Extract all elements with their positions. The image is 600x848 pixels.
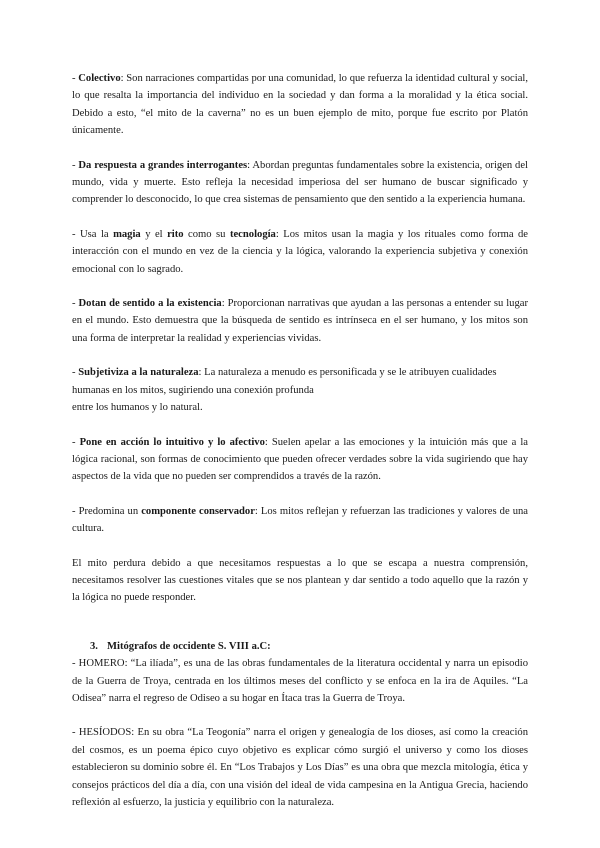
text-run: - bbox=[72, 298, 79, 310]
text-run: - Usa la bbox=[72, 228, 114, 240]
entry-homero bbox=[72, 655, 528, 707]
bold-term: magia bbox=[113, 228, 141, 240]
bold-term: Subjetiviza a la naturaleza bbox=[78, 367, 199, 379]
paragraph-conservador bbox=[72, 503, 528, 538]
paragraph-line bbox=[72, 382, 528, 399]
paragraph-perdura bbox=[72, 555, 528, 607]
bold-term: Pone en acción lo intuitivo y lo afectivo bbox=[79, 436, 265, 448]
characteristics-list bbox=[72, 70, 528, 607]
text-run: entre los humanos y lo natural. bbox=[72, 402, 203, 414]
bold-term: rito bbox=[167, 228, 184, 240]
bold-term: tecnología bbox=[229, 228, 276, 240]
bold-term: componente conservador bbox=[141, 505, 255, 517]
paragraph-respuesta bbox=[72, 157, 528, 209]
section-number: 3. bbox=[90, 640, 98, 652]
section-title: Mitógrafos de occidente S. VIII a.C: bbox=[107, 640, 271, 652]
document-page bbox=[72, 70, 528, 811]
bold-term: Colectivo bbox=[78, 73, 121, 84]
section-heading bbox=[72, 638, 528, 655]
entry-hesiodos bbox=[72, 724, 528, 811]
text-run: El mito perdura debido a que necesitamos respuestas a lo que se escapa a nuestra comprensión, necesitamos resolver las cuestiones vitales que se nos plantean y dar sentido a todo aquello que la razón y la lógica no puede responder. bbox=[72, 557, 528, 604]
mythographers-list bbox=[72, 655, 528, 811]
text-run: - Predomina un bbox=[72, 505, 142, 517]
text-run: como su bbox=[183, 228, 230, 240]
text-run: : Son narraciones compartidas por una comunidad, lo que refuerza la identidad cultural y social, lo que resalta la importancia del individuo en la sociedad y dan forma a la moralidad y la ética social. Debido a esto, “el mito de la caverna” no es un buen ejemplo de mito, porque fue escrito por Platón únicamente. bbox=[72, 73, 528, 137]
text-run: - bbox=[72, 436, 80, 448]
text-run: y el bbox=[140, 228, 168, 240]
paragraph-intuitivo bbox=[72, 434, 528, 486]
text-run: - bbox=[72, 367, 79, 379]
paragraph-subjetiviza bbox=[72, 364, 528, 416]
text-run: : Abordan preguntas fundamentales sobre la existencia, origen del mundo, vida y muerte. Esto refleja la necesidad imperiosa del ser humano de buscar significado y comprender lo desconocido, lo que crea sistemas de pensamiento que den sentido a la experiencia humana. bbox=[72, 159, 528, 206]
text-run: - bbox=[72, 159, 79, 171]
text-run: : Los mitos usan la magia y los rituales como forma de interacción con el mundo en vez de la ciencia y la lógica, valorando la experiencia subjetiva y conexión emocional con lo sagrado. bbox=[72, 228, 529, 275]
paragraph-magia bbox=[72, 226, 528, 278]
paragraph-line bbox=[72, 399, 528, 416]
text-run: - HOMERO: “La ilíada”, es una de las obras fundamentales de la literatura occidental y narra un episodio de la Guerra de Troya, centrada en los últimos meses del conflicto y se enfoca en la ira de Aquiles. “La Odisea” narra el regreso de Odiseo a su hogar en Ítaca tras la Guerra de Troya. bbox=[72, 658, 528, 704]
text-run: : Los mitos reflejan y refuerzan las tradiciones y valores de una cultura. bbox=[72, 505, 529, 535]
bold-term: Da respuesta a grandes interrogantes bbox=[78, 159, 248, 171]
paragraph-line bbox=[72, 364, 528, 381]
text-run: humanas en los mitos, sugiriendo una conexión profunda bbox=[72, 384, 314, 396]
text-run: - bbox=[72, 73, 79, 84]
text-run: : La naturaleza a menudo es personificada y se le atribuyen cualidades bbox=[198, 367, 497, 379]
paragraph-sentido bbox=[72, 295, 528, 347]
text-run: : Proporcionan narrativas que ayudan a las personas a entender su lugar en el mundo. Esto demuestra que la búsqueda de sentido es intrínseca en el ser humano, y los mitos son una forma de interpretar la realidad y experiencias vividas. bbox=[72, 298, 529, 344]
text-run: - HESÍODOS: En su obra “La Teogonía” narra el origen y genealogía de los dioses, así como la creación del cosmos, es un poema épico cuyo objetivo es explicar cómo surgió el universo y como los dioses establecieron su dominio sobre él. En “Los Trabajos y Los Días” es una obra que mezcla mitología, ética y consejos prácticos del día a día, con una visión del ideal de vida campesina en la Antigua Grecia, haciendo reflexión al esfuerzo, la justicia y equilibrio con la naturaleza. bbox=[72, 727, 528, 808]
paragraph-colectivo bbox=[72, 70, 528, 140]
bold-term: Dotan de sentido a la existencia bbox=[78, 298, 222, 310]
text-run: : Suelen apelar a las emociones y la intuición más que a la lógica racional, son formas de conocimiento que pueden ofrecer verdades sobre la vida sugiriendo que hay aspectos de la vida que no pueden ser comprendidos a través de la razón. bbox=[72, 436, 528, 483]
